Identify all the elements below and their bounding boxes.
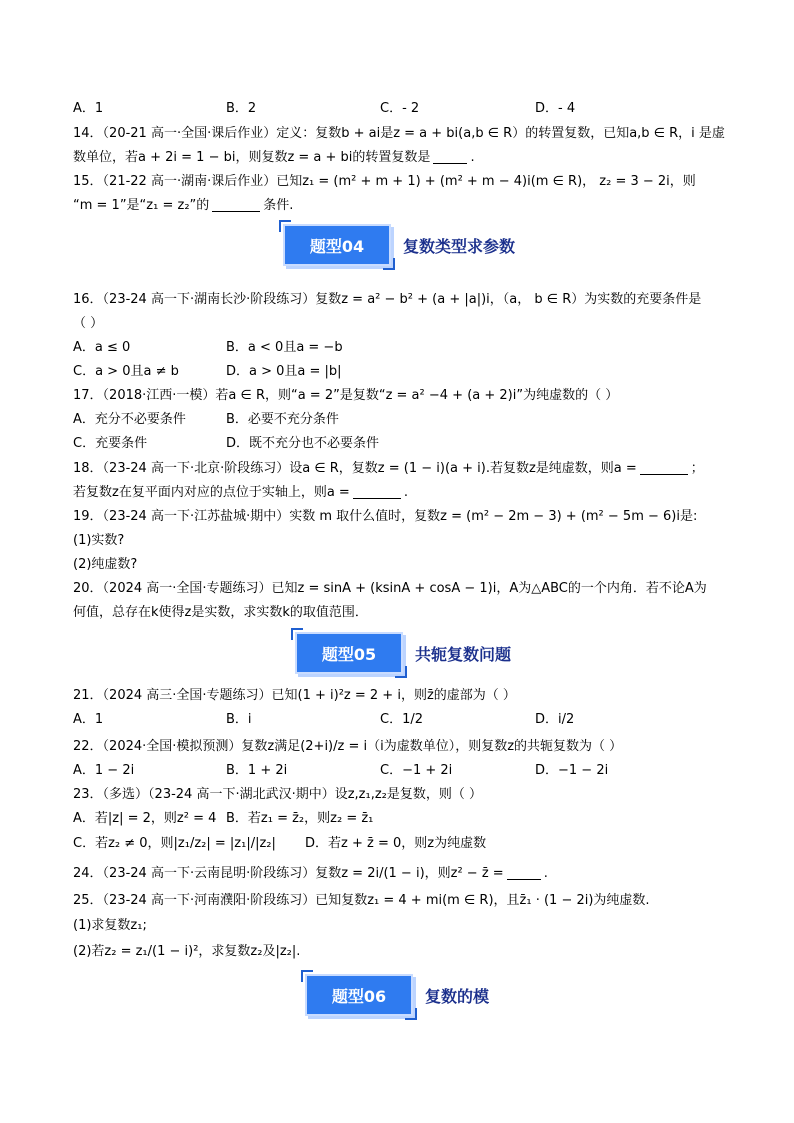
q17-option-a: A．充分不必要条件 — [73, 412, 186, 427]
q15-line2-text: “m = 1”是“z₁ = z₂”的 — [73, 198, 210, 213]
q23-line1: 23．（多选）（23-24 高一下·湖北武汉·期中）设z,z₁,z₂是复数，则（ ） — [73, 787, 483, 802]
q16-option-b: B．a < 0且a = −b — [226, 340, 343, 355]
q13-option-a: A．1 — [73, 101, 104, 116]
q17-option-b: B．必要不充分条件 — [226, 412, 339, 427]
q19-line2: (1)实数? — [73, 533, 125, 548]
q24-answer-blank[interactable] — [507, 865, 541, 880]
q25-line2: (1)求复数z₁; — [73, 918, 147, 933]
section-header-06 — [305, 972, 489, 1018]
q22-option-d: D．−1 − 2i — [535, 763, 609, 778]
q15-line2-end: 条件. — [263, 198, 294, 213]
q16-option-c: C．a > 0且a ≠ b — [73, 364, 179, 379]
q17-option-c: C．充要条件 — [73, 436, 148, 451]
q14-line1: 14．（20-21 高一·全国·课后作业）定义：复数b + ai是z = a + bi(a,b ∈ R）的转置复数，已知a,b ∈ R，i 是虚 — [73, 126, 725, 141]
q22-line1: 22．（2024·全国·模拟预测）复数z满足(2+i)/z = i（i为虚数单位），则复数z的共轭复数为（ ） — [73, 739, 623, 754]
q21-option-b: B．i — [226, 712, 252, 727]
q21-option-c: C．1/2 — [380, 712, 423, 727]
q23-option-c: C．若z₂ ≠ 0，则|z₁/z₂| = |z₁|/|z₂| — [73, 836, 276, 851]
q14-answer-blank[interactable] — [433, 149, 467, 164]
q14-line2-end: . — [470, 150, 475, 165]
section-title-05: 共轭复数问题 — [415, 644, 512, 664]
q22-option-b: B．1 + 2i — [226, 763, 288, 778]
q18-line1-end: ； — [690, 461, 704, 476]
q18-line2-text: 若复数z在复平面内对应的点位于实轴上，则a = — [73, 485, 350, 500]
q18-answer-blank-2[interactable] — [353, 484, 401, 499]
q15-line2 — [73, 196, 733, 216]
q23-option-b: B．若z₁ = z̄₂，则z₂ = z̄₁ — [226, 811, 374, 826]
q17-option-d: D．既不充分也不必要条件 — [226, 436, 380, 451]
q21-option-d: D．i/2 — [535, 712, 575, 727]
q23-option-a: A．若|z| = 2，则z² = 4 — [73, 811, 217, 826]
q18-line1-text: 18．（23-24 高一下·北京·阶段练习）设a ∈ R，复数z = (1 − i)(a + i).若复数z是纯虚数，则a = — [73, 461, 637, 476]
section-badge-04: 题型04 — [283, 224, 391, 266]
q17-line1: 17．（2018·江西·一模）若a ∈ R，则“a = 2”是复数“z = a² −4 + (a + 2)i”为纯虚数的（ ） — [73, 388, 619, 403]
q15-answer-blank[interactable] — [212, 197, 260, 212]
q18-line2 — [73, 483, 733, 503]
q14-line2-text: 数单位，若a + 2i = 1 − bi，则复数z = a + bi的转置复数是 — [73, 150, 431, 165]
q18-line2-end: . — [403, 485, 408, 500]
q13-option-b: B．2 — [226, 101, 257, 116]
q18-answer-blank-1[interactable] — [640, 460, 688, 475]
section-title-04: 复数类型求参数 — [403, 236, 516, 256]
section-badge-06: 题型06 — [305, 974, 413, 1016]
q21-option-a: A．1 — [73, 712, 104, 727]
section-header-04 — [283, 222, 515, 268]
q13-option-c: C．- 2 — [380, 101, 420, 116]
q15-line1: 15．（21-22 高一·湖南·课后作业）已知z₁ = (m² + m + 1) + (m² + m − 4)i(m ∈ R)， z₂ = 3 − 2i，则 — [73, 174, 696, 189]
q24-line1-text: 24．（23-24 高一下·云南昆明·阶段练习）复数z = 2i/(1 − i)，则z² − z̄ = — [73, 866, 504, 881]
q20-line2: 何值，总存在k使得z是实数，求实数k的取值范围． — [73, 605, 368, 620]
q16-option-d: D．a > 0且a = |b| — [226, 364, 342, 379]
q25-line1: 25．（23-24 高一下·河南濮阳·阶段练习）已知复数z₁ = 4 + mi(m ∈ R)，且z̄₁ · (1 − 2i)为纯虚数. — [73, 893, 650, 908]
section-title-06: 复数的模 — [425, 986, 490, 1006]
q21-line1: 21．（2024 高三·全国·专题练习）已知(1 + i)²z = 2 + i，则z̄的虚部为（ ） — [73, 688, 516, 703]
q16-line2: （ ） — [73, 316, 104, 331]
q19-line1: 19．（23-24 高一下·江苏盐城·期中）实数 m 取什么值时，复数z = (m² − 2m − 3) + (m² − 5m − 6)i是: — [73, 509, 698, 524]
q22-option-a: A．1 − 2i — [73, 763, 135, 778]
q14-line2 — [73, 148, 733, 168]
q22-option-c: C．−1 + 2i — [380, 763, 453, 778]
q18-line1 — [73, 459, 733, 479]
section-header-05 — [295, 630, 511, 676]
q16-line1: 16．（23-24 高一下·湖南长沙·阶段练习）复数z = a² − b² + (a + |a|)i，（a， b ∈ R）为实数的充要条件是 — [73, 292, 702, 307]
q19-line3: (2)纯虚数? — [73, 557, 138, 572]
q24-line1-end: . — [543, 866, 548, 881]
q25-line3: (2)若z₂ = z₁/(1 − i)²，求复数z₂及|z₂|. — [73, 944, 301, 959]
q13-option-d: D．- 4 — [535, 101, 576, 116]
q16-option-a: A．a ≤ 0 — [73, 340, 131, 355]
q24-line1 — [73, 864, 733, 884]
section-badge-05: 题型05 — [295, 632, 403, 674]
q23-option-d: D．若z + z̄ = 0，则z为纯虚数 — [305, 836, 487, 851]
q20-line1: 20．（2024 高一·全国·专题练习）已知z = sinA + (ksinA + cosA − 1)i，A为△ABC的一个内角．若不论A为 — [73, 581, 707, 596]
